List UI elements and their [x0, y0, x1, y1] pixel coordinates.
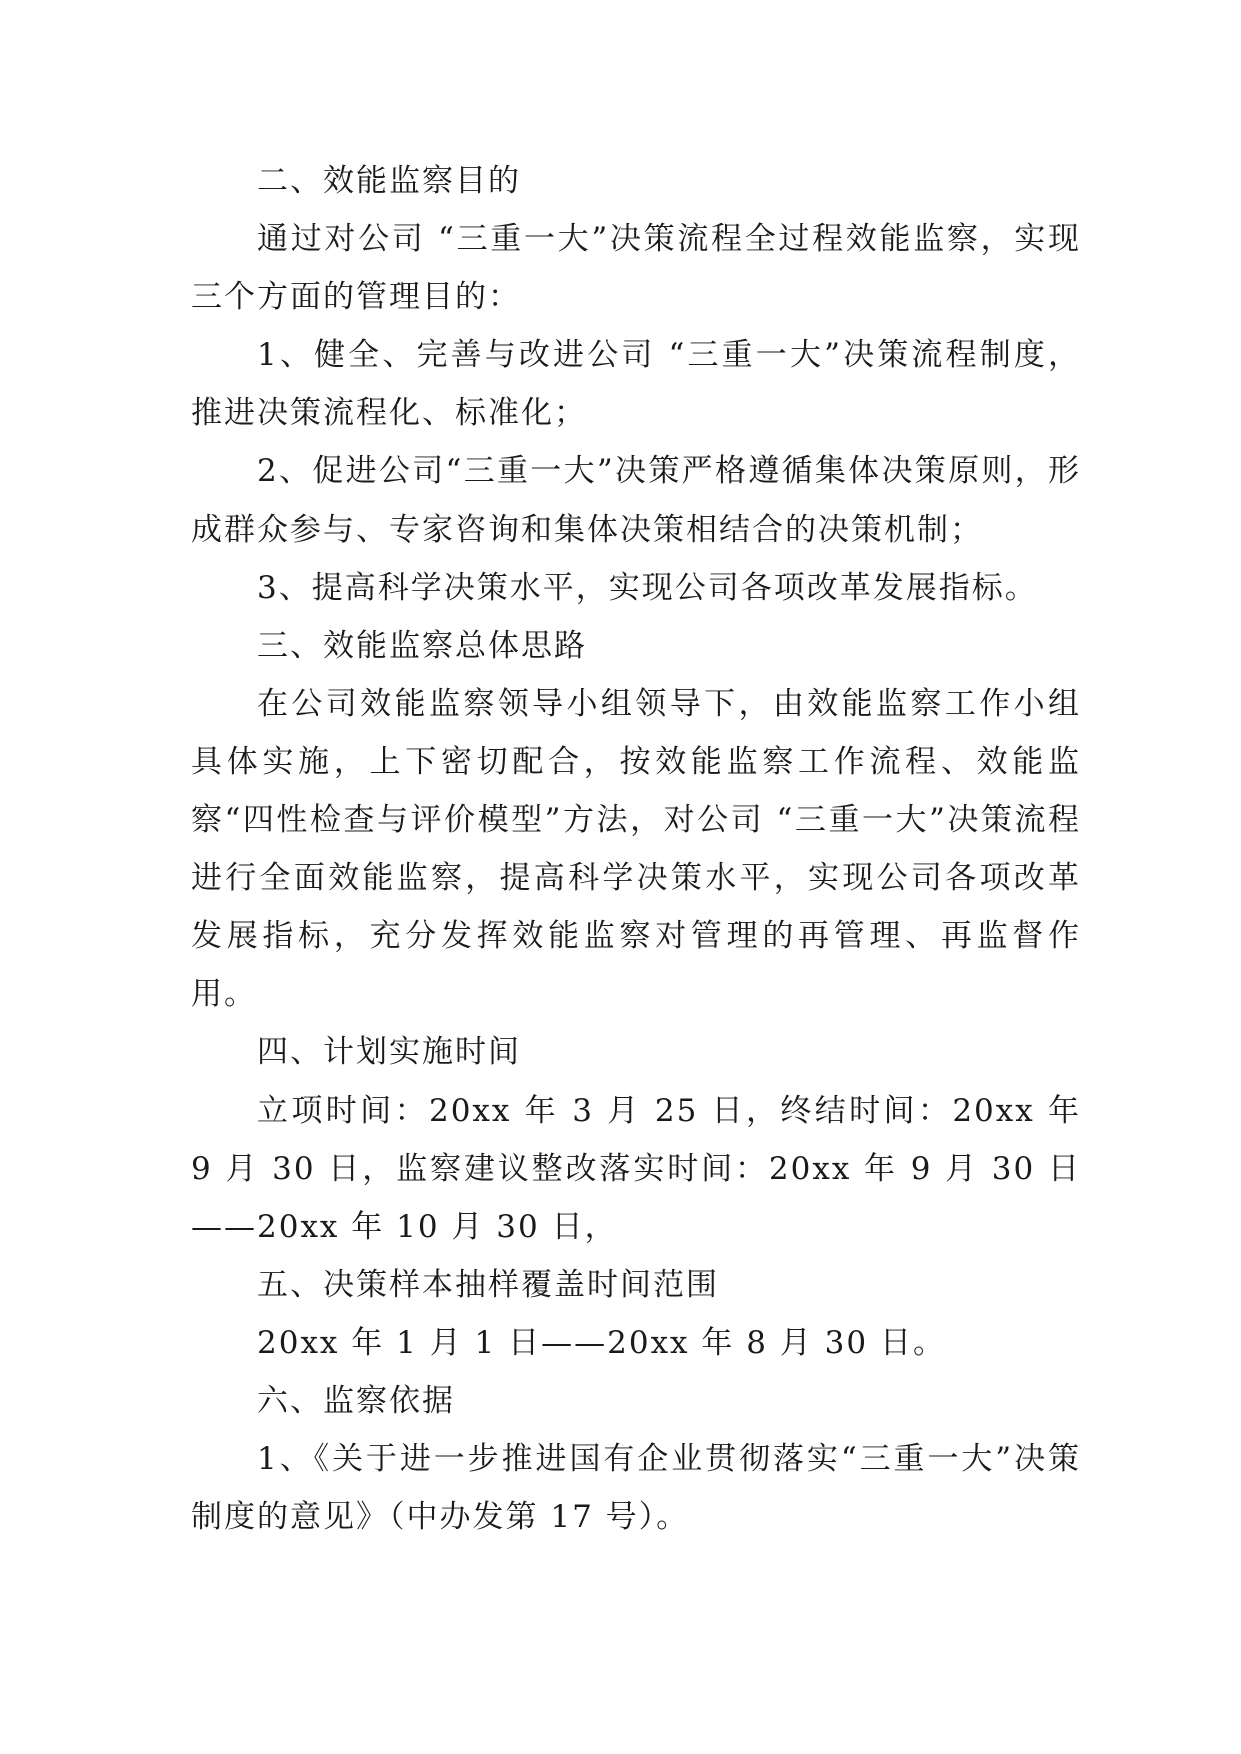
paragraph: 通过对公司 “三重一大”决策流程全过程效能监察，实现三个方面的管理目的： [191, 221, 1081, 316]
section-heading-basis: 六、监察依据 [257, 1382, 455, 1419]
list-item: 2、促进公司“三重一大”决策严格遵循集体决策原则，形成群众参与、专家咨询和集体决策相结合的决策机制； [191, 453, 1081, 548]
section-heading-sample-range: 五、决策样本抽样覆盖时间范围 [257, 1266, 719, 1303]
section-heading-purpose: 二、效能监察目的 [257, 163, 521, 199]
list-item: 3、提高科学决策水平，实现公司各项改革发展指标。 [257, 569, 1038, 606]
list-item: 1、《关于进一步推进国有企业贯彻落实“三重一大”决策制度的意见》（中办发第 17 号）。 [191, 1441, 1081, 1536]
list-item: 1、健全、完善与改进公司 “三重一大”决策流程制度，推进决策流程化、标准化； [191, 337, 1081, 432]
paragraph: 在公司效能监察领导小组领导下，由效能监察工作小组具体实施，上下密切配合，按效能监察工作流程、效能监察“四性检查与评价模型”方法，对公司 “三重一大”决策流程进行全面效能监察，提高科学决策水平，实现公司各项改革发展指标，充分发挥效能监察对管理的再管理、再监督作用。 [191, 685, 1081, 1013]
document-body [191, 152, 1081, 1546]
section-heading-schedule: 四、计划实施时间 [257, 1034, 521, 1071]
section-heading-approach: 三、效能监察总体思路 [257, 627, 587, 664]
paragraph: 立项时间：20xx 年 3 月 25 日，终结时间：20xx 年 9 月 30 日，监察建议整改落实时间：20xx 年 9 月 30 日——20xx 年 10 月 30 日， [191, 1092, 1081, 1245]
paragraph: 20xx 年 1 月 1 日——20xx 年 8 月 30 日。 [257, 1324, 946, 1361]
